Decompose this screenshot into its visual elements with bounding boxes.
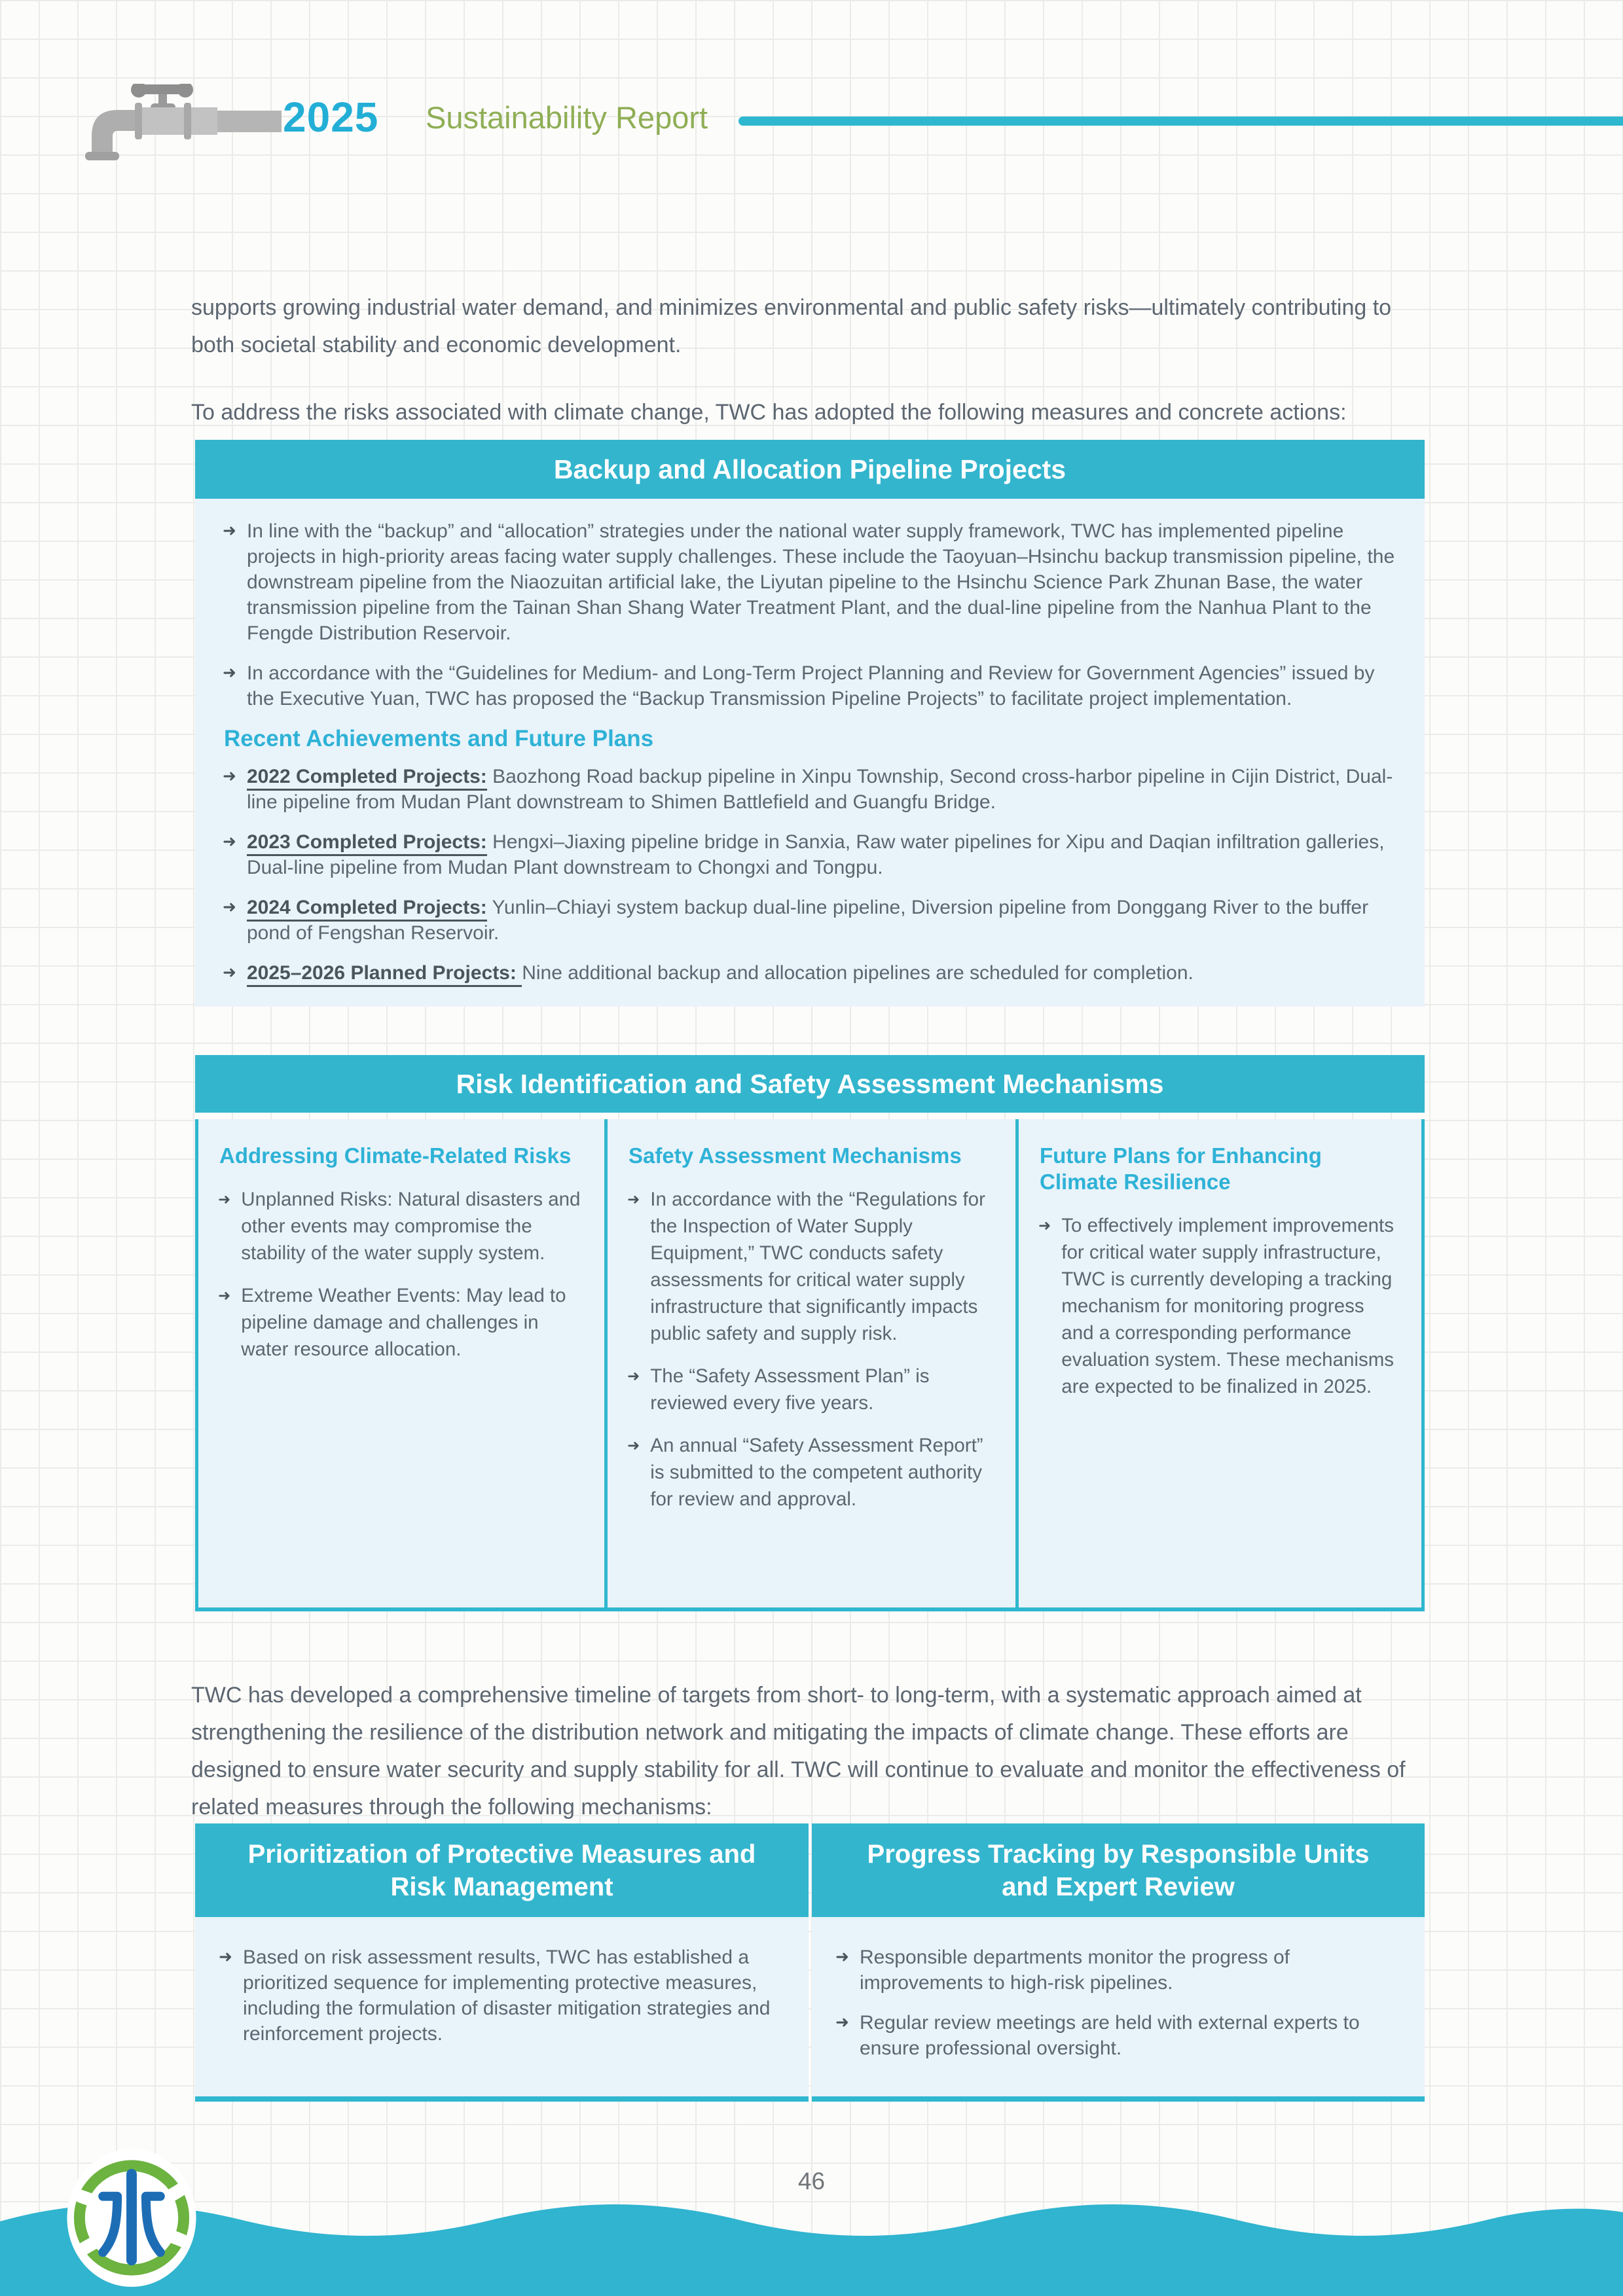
bullet-text: Unplanned Risks: Natural disasters and other events may compromise the stability of the water supply system. — [241, 1189, 581, 1264]
bullet-label: 2023 Completed Projects: — [247, 831, 487, 856]
bullet-text: Based on risk assessment results, TWC has established a prioritized sequence for implementing protective measures, including the formulation of disaster mitigation strategies and reinforcement projects. — [242, 1946, 771, 2045]
bullet-label: 2024 Completed Projects: — [247, 897, 487, 922]
report-title: Sustainability Report — [426, 100, 708, 135]
list-item — [223, 660, 1396, 711]
arrow-bullet-icon: ➜ — [223, 833, 236, 851]
list-item — [835, 2010, 1398, 2061]
box-title: Progress Tracking by Responsible Units and Expert Review — [812, 1823, 1425, 1917]
arrow-bullet-icon: ➜ — [218, 1287, 231, 1304]
subsection-heading: Recent Achievements and Future Plans — [224, 726, 654, 751]
list-item — [218, 1282, 583, 1363]
arrow-bullet-icon: ➜ — [627, 1437, 640, 1454]
bullet-text — [247, 960, 1194, 986]
arrow-bullet-icon: ➜ — [223, 664, 236, 682]
list-item — [627, 1432, 994, 1513]
intro-paragraph-2: To address the risks associated with climate change, TWC has adopted the following measures and concrete actions: — [191, 400, 1347, 425]
mechanism-boxes — [195, 1823, 1425, 2102]
bullet-text: The “Safety Assessment Plan” is reviewed every five years. — [650, 1365, 930, 1414]
list-item — [627, 1186, 994, 1347]
page-number: 46 — [797, 2168, 826, 2195]
bullet-text: Responsible departments monitor the progress of improvements to high-risk pipelines. — [859, 1946, 1290, 1994]
list-item — [223, 518, 1396, 646]
bullet-body: Baozhong Road backup pipeline in Xinpu Township, Second cross-harbor pipeline in Cijin District, Dual-line pipeline from Mudan Plant downstream to Shimen Battlefield and Guangfu Bridge. — [246, 766, 1393, 813]
bullet-text: In accordance with the “Regulations for the Inspection of Water Supply Equipment,” TWC conducts safety assessments for critical water supply infrastructure that significantly impacts public safety and supply risk. — [650, 1189, 985, 1344]
arrow-bullet-icon: ➜ — [223, 767, 236, 785]
list-item — [223, 960, 1396, 986]
bullet-text — [247, 829, 1396, 880]
column-heading: Safety Assessment Mechanisms — [629, 1143, 962, 1168]
header-rule — [739, 117, 1623, 126]
list-item — [1038, 1212, 1400, 1400]
bullet-text: An annual “Safety Assessment Report” is submitted to the competent authority for review and approval. — [650, 1435, 983, 1510]
list-item — [218, 1186, 583, 1266]
section-title: Risk Identification and Safety Assessment Mechanisms — [195, 1055, 1425, 1113]
bullet-label: 2025–2026 Planned Projects: — [247, 962, 522, 987]
list-item — [223, 764, 1396, 815]
bullet-text: Extreme Weather Events: May lead to pipeline damage and challenges in water resource allocation. — [241, 1285, 566, 1360]
bullet-body: Hengxi–Jiaxing pipeline bridge in Sanxia, Raw water pipelines for Xipu and Daqian infiltration galleries, Dual-line pipeline from Mudan Plant downstream to Chongxi and Tongpu. — [246, 831, 1385, 878]
list-item — [223, 895, 1396, 946]
intro-paragraph-1: supports growing industrial water demand, and minimizes environmental and public safety risks—ultimately contributing to both societal stability and economic development. — [191, 295, 1392, 357]
arrow-bullet-icon: ➜ — [218, 1191, 231, 1208]
column-heading: Addressing Climate-Related Risks — [219, 1143, 572, 1168]
box-title: Prioritization of Protective Measures and Risk Management — [195, 1823, 809, 1917]
arrow-bullet-icon: ➜ — [1038, 1217, 1051, 1234]
list-item — [627, 1363, 994, 1416]
arrow-bullet-icon: ➜ — [223, 898, 236, 916]
backup-allocation-section — [195, 440, 1425, 1007]
twc-water-logo — [62, 2148, 202, 2288]
section-title: Backup and Allocation Pipeline Projects — [195, 440, 1425, 499]
bullet-text: In accordance with the “Guidelines for Medium- and Long-Term Project Planning and Review for Government Agencies” issued by the Executive Yuan, TWC has proposed the “Backup Transmission Pipeline Projects” to facilitate project implementation. — [246, 662, 1375, 709]
report-year: 2025 — [283, 94, 379, 141]
arrow-bullet-icon: ➜ — [835, 1948, 849, 1966]
list-item — [223, 829, 1396, 880]
arrow-bullet-icon: ➜ — [835, 2013, 849, 2032]
footer-wave — [0, 2183, 1623, 2296]
timeline-paragraph: TWC has developed a comprehensive timeline of targets from short- to long-term, with a systematic approach aimed at strengthening the resilience of the distribution network and mitigating the impacts of climate change. These efforts are designed to ensure water security and supply stability for all. TWC will continue to evaluate and monitor the effectiveness of related measures through the following mechanisms: — [191, 1683, 1406, 1820]
arrow-bullet-icon: ➜ — [223, 963, 236, 982]
arrow-bullet-icon: ➜ — [627, 1367, 640, 1384]
prioritization-box — [195, 1823, 809, 2102]
list-item — [835, 1945, 1398, 1996]
column-future-plans — [1019, 1119, 1421, 1607]
bullet-text: Regular review meetings are held with external experts to ensure professional oversight. — [859, 2012, 1360, 2059]
bullet-body: Nine additional backup and allocation pipelines are scheduled for completion. — [522, 962, 1194, 984]
risk-identification-section — [195, 1055, 1425, 1611]
bullet-text — [247, 895, 1396, 946]
bullet-text: To effectively implement improvements for critical water supply infrastructure, TWC is currently developing a tracking mechanism for monitoring progress and a corresponding performance evaluation system. These mechanisms are expected to be finalized in 2025. — [1061, 1215, 1395, 1397]
arrow-bullet-icon: ➜ — [219, 1948, 232, 1966]
bullet-body: Yunlin–Chiayi system backup dual-line pipeline, Diversion pipeline from Donggang River to the buffer pond of Fengshan Reservoir. — [246, 897, 1369, 944]
column-heading: Future Plans for Enhancing Climate Resilience — [1040, 1143, 1322, 1194]
arrow-bullet-icon: ➜ — [223, 522, 236, 540]
column-climate-risks — [198, 1119, 608, 1607]
bullet-label: 2022 Completed Projects: — [247, 766, 487, 791]
bullet-text: In line with the “backup” and “allocation” strategies under the national water supply framework, TWC has implemented pipeline projects in high-priority areas facing water supply challenges. These include the Taoyuan–Hsinchu backup transmission pipeline, the downstream pipeline from the Niaozuitan artificial lake, the Liyutan pipeline to the Hsinchu Science Park Zhunan Base, the water transmission pipeline from the Tainan Shan Shang Water Treatment Plant, and the dual-line pipeline from the Nanhua Plant to the Fengde Distribution Reservoir. — [246, 520, 1395, 644]
arrow-bullet-icon: ➜ — [627, 1191, 640, 1208]
faucet-icon — [77, 84, 282, 166]
progress-tracking-box — [812, 1823, 1425, 2102]
list-item — [219, 1945, 782, 2047]
bullet-text — [247, 764, 1396, 815]
column-safety-assessment — [608, 1119, 1019, 1607]
